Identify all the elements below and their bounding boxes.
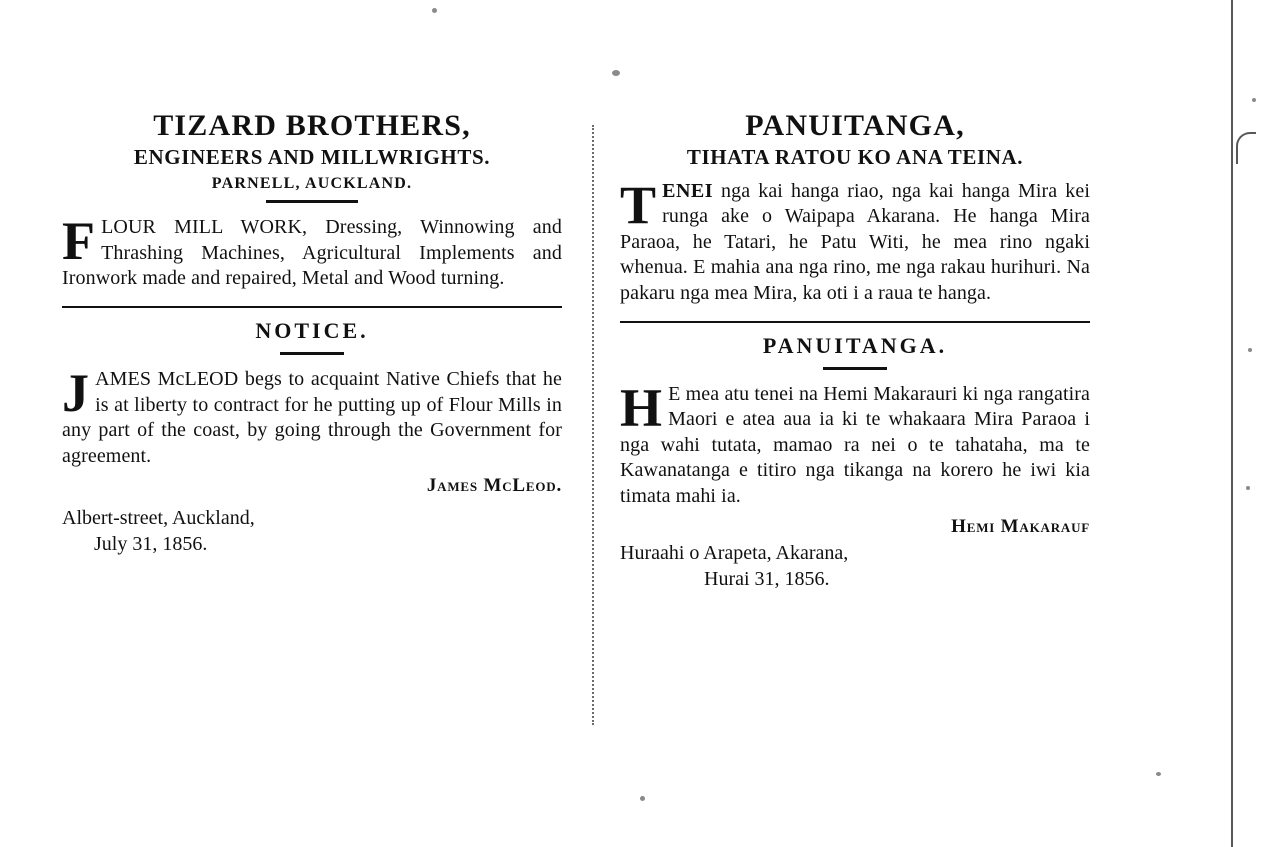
panuitanga-subtitle: TIHATA RATOU KO ANA TEINA.	[686, 144, 1024, 169]
section-separator-rule	[62, 306, 562, 308]
notice-body	[62, 362, 562, 469]
left-column	[62, 110, 562, 571]
notice-address-line2: July 31, 1856.	[94, 533, 208, 556]
dropcap-t: T	[620, 174, 657, 235]
advertisement-panuitanga-tihata	[620, 110, 1090, 307]
ornament-rule	[266, 200, 358, 203]
notice-body-text: AMES McLEOD begs to acquaint Native Chiefs that he is at liberty to contract for he putting up of Flour Mills in any part of the coast, by going through the Government for agreement.	[62, 367, 562, 467]
tizard-title: TIZARD BROTHERS,	[153, 109, 471, 142]
panuitanga-body	[620, 174, 1091, 307]
notice-address-line1: Albert-street, Auckland,	[62, 507, 255, 530]
panuitanga2-address-line2: Hurai 31, 1856.	[704, 567, 830, 590]
tizard-body-text: LOUR MILL WORK, Dressing, Winnowing and Thrashing Machines, Agricultural Implements and Ironwork made and repaired, Metal and Wood turning.	[62, 216, 562, 290]
right-column	[620, 110, 1090, 606]
notice-address	[62, 505, 562, 557]
panuitanga2-signature: Hemi Makarauf	[951, 515, 1090, 537]
panuitanga2-address-line1: Huraahi o Arapeta, Akarana,	[620, 541, 849, 564]
panuitanga-title: PANUITANGA,	[745, 109, 965, 142]
tizard-location: PARNELL, AUCKLAND.	[211, 174, 413, 192]
panuitanga2-address	[620, 540, 1090, 592]
ornament-rule	[280, 352, 344, 355]
panuitanga2-body-text: E mea atu tenei na Hemi Makarauri ki nga rangatira Maori e atea aua ia ki te whakaara Mira Paraoa i nga wahi tutata, mamao ra nei o te tahataha, ma te Kawanatanga e titiro nga tikanga na korero he iwi kia timata mahi ia.	[620, 382, 1090, 507]
section-separator-rule	[620, 321, 1090, 323]
advertisement-notice-mcleod	[62, 318, 562, 557]
panuitanga2-heading: PANUITANGA.	[762, 332, 948, 358]
dropcap-j: J	[62, 362, 90, 423]
notice-heading: NOTICE.	[255, 317, 369, 343]
ornament-rule	[823, 367, 887, 370]
dropcap-f: F	[62, 211, 96, 272]
panuitanga-body-text: nga kai hanga riao, nga kai hanga Mira kei runga ake o Waipapa Akarana. He hanga Mira Paraoa, he Tatari, he Patu Witi, he mea rino ngaki whenua. E mahia ana nga rino, me nga rakau hurihuri. Na pakaru nga mea Mira, ka oti i a raua te hanga.	[620, 179, 1091, 304]
tizard-subtitle: ENGINEERS AND MILLWRIGHTS.	[133, 144, 491, 169]
panuitanga2-body	[620, 377, 1090, 510]
dropcap-h: H	[620, 377, 663, 438]
advertisement-panuitanga-makarauri	[620, 333, 1090, 592]
tizard-body	[62, 211, 562, 292]
notice-signature: James McLeod.	[426, 475, 562, 497]
panuitanga-lead: ENEI	[662, 179, 714, 202]
advertisement-tizard-brothers	[62, 110, 562, 292]
